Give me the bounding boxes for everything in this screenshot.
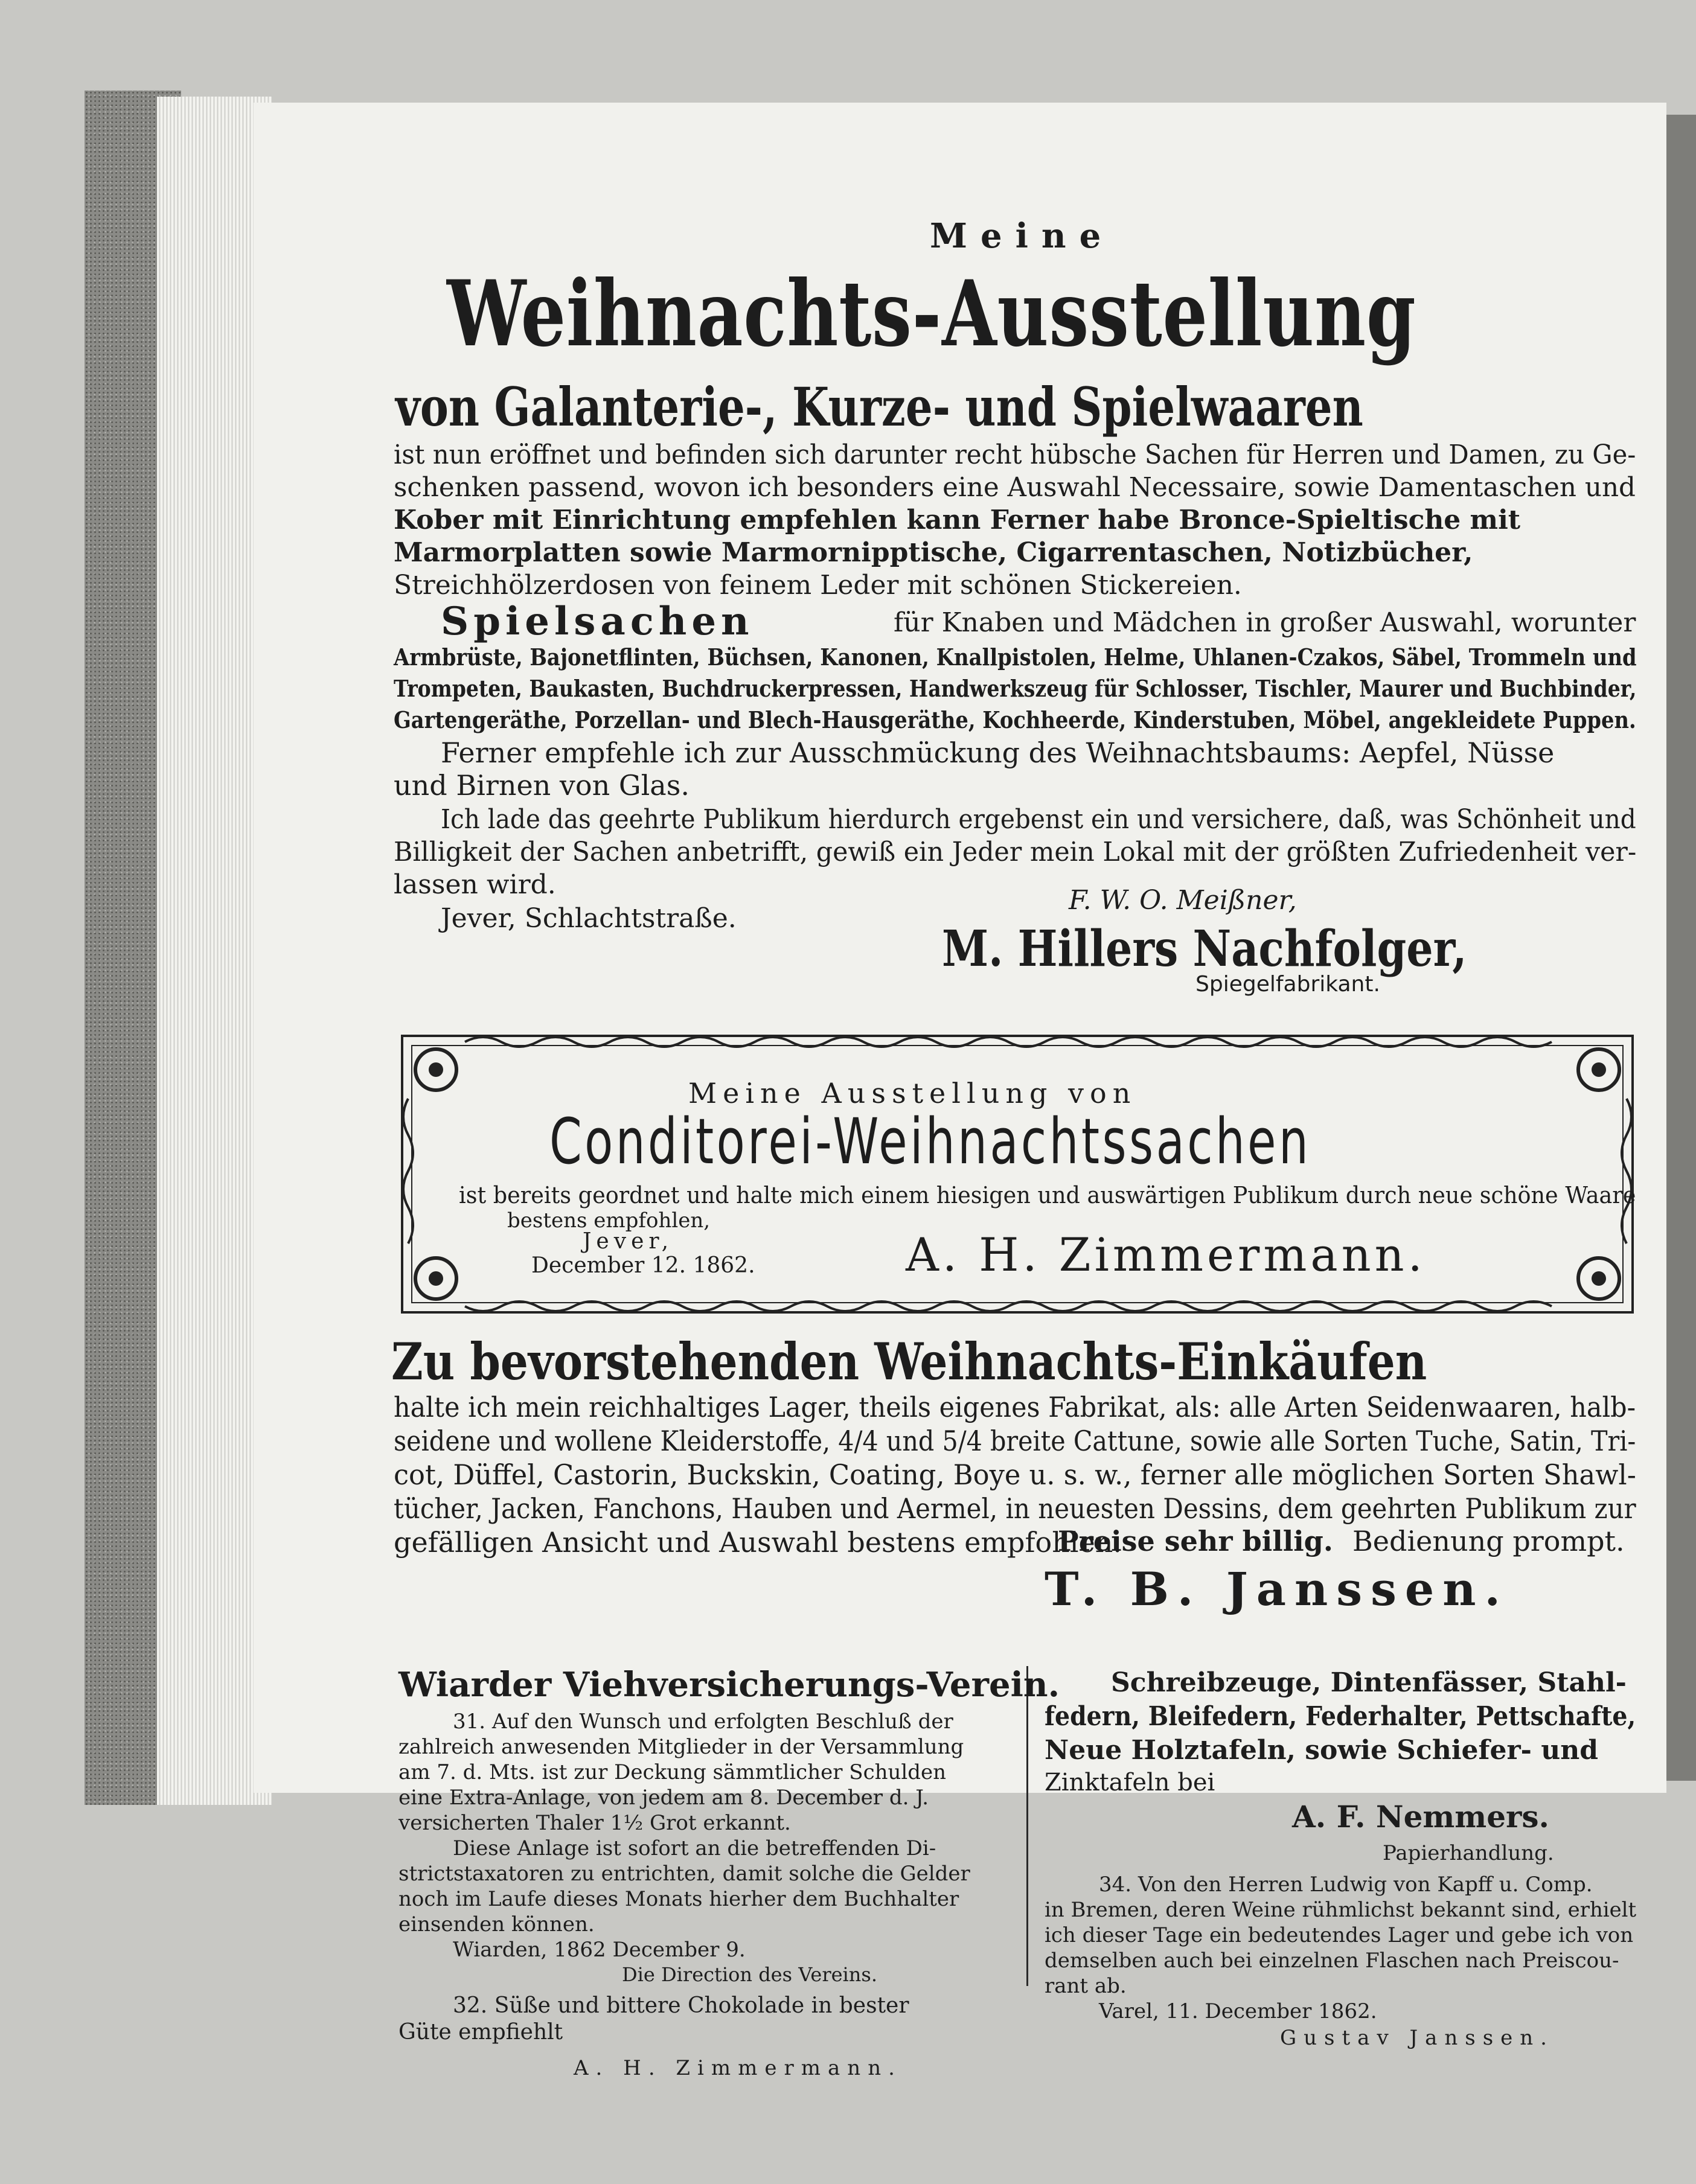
ad1-closing-line: lassen wird. <box>394 869 556 900</box>
ad1-place: Jever, Schlachtstraße. <box>441 903 737 934</box>
book-right-edge <box>1666 115 1696 1781</box>
ad6-line: Neue Holztafeln, sowie Schiefer- und <box>1045 1735 1598 1766</box>
ad5-line: Güte empfiehlt <box>398 2020 563 2045</box>
ad1-line-text: Kober mit Einrichtung empfehlen kann Ferner habe Bronce-Spieltische mit <box>394 505 1521 535</box>
ad4-line: Diese Anlage ist sofort an die betreffenden Di- <box>453 1836 936 1860</box>
ad4-line: noch im Laufe dieses Monats hierher dem Buchhalter <box>398 1887 959 1911</box>
ad1-spiel-rest: für Knaben und Mädchen in großer Auswahl, worunter <box>894 607 1636 638</box>
ad5-signer: A. H. Zimmermann. <box>574 2056 902 2080</box>
ad4-line: 31. Auf den Wunsch und erfolgten Beschluß der <box>453 1710 953 1734</box>
ad6-trade: Papierhandlung. <box>1383 1841 1554 1865</box>
ad1-line <box>394 537 1636 568</box>
ad3-signer: T. B. Janssen. <box>1045 1562 1509 1616</box>
ad3-line: tücher, Jacken, Fanchons, Hauben und Aermel, in neuesten Dessins, dem geehrten Publikum zur <box>394 1492 1636 1525</box>
ad6-line: federn, Bleifedern, Federhalter, Pettschafte, <box>1045 1701 1636 1732</box>
ad7-line: demselben auch bei einzelnen Flaschen nach Preiscou- <box>1045 1949 1619 1973</box>
ad3-title: Zu bevorstehenden Weihnachts-Einkäufen <box>391 1332 1427 1391</box>
ad6-line: Schreibzeuge, Dintenfässer, Stahl- <box>1111 1667 1627 1698</box>
ad1-firm: M. Hillers Nachfolger, <box>942 920 1467 978</box>
ad1-line-text: Streichhölzerdosen von feinem Leder mit schönen Stickereien. <box>394 570 1242 601</box>
ad1-line-text: schenken passend, wovon ich besonders eine Auswahl Necessaire, sowie Damentaschen und <box>394 472 1636 503</box>
ad1-trade: Spiegelfabrikant. <box>1195 972 1380 997</box>
ad4-place: Wiarden, 1862 December 9. <box>453 1938 746 1962</box>
ad4-title: Wiarder Viehversicherungs-Verein. <box>398 1665 1060 1705</box>
ad1-meine: Meine <box>930 216 1115 256</box>
column-divider <box>1026 1666 1028 1986</box>
ad3-price: Preise sehr billig. <box>1058 1525 1333 1557</box>
ad1-line <box>394 439 1636 470</box>
ad1-list-line: Gartengeräthe, Porzellan- und Blech-Hausgeräthe, Kochheerde, Kinderstuben, Möbel, angekleidete Puppen. <box>394 706 1636 733</box>
ad7-line: 34. Von den Herren Ludwig von Kapff u. Comp. <box>1099 1873 1593 1897</box>
ad4-line: zahlreich anwesenden Mitglieder in der Versammlung <box>398 1735 964 1759</box>
ad5-line: 32. Süße und bittere Chokolade in bester <box>453 1993 909 2018</box>
ad2-line1: ist bereits geordnet und halte mich einem hiesigen und auswärtigen Publikum durch neue schöne Waare <box>459 1182 1636 1209</box>
ad4-line: versicherten Thaler 1½ Grot erkannt. <box>398 1811 791 1835</box>
ad2-title: Conditorei-Weihnachtssachen <box>549 1105 1311 1178</box>
ad1-line <box>394 472 1636 503</box>
ad7-line: rant ab. <box>1045 1974 1127 1998</box>
ad7-signer: Gustav Janssen. <box>1280 2026 1554 2050</box>
ad7-line: ich dieser Tage ein bedeutendes Lager und gebe ich von <box>1045 1923 1634 1947</box>
ad6-signer: A. F. Nemmers. <box>1292 1799 1549 1834</box>
ad2-place: Jever, <box>583 1229 674 1254</box>
ad2-date: December 12. 1862. <box>531 1253 755 1278</box>
ad4-line: strictstaxatoren zu entrichten, damit solche die Gelder <box>398 1862 970 1886</box>
ad1-ferner-line: Ferner empfehle ich zur Ausschmückung des Weihnachtsbaums: Aepfel, Nüsse <box>441 736 1555 769</box>
ad2-heading: Meine Ausstellung von <box>688 1077 1137 1110</box>
ad3-line: gefälligen Ansicht und Auswahl bestens empfohlen. <box>394 1526 1122 1559</box>
ad7-place: Varel, 11. December 1862. <box>1099 1999 1377 2023</box>
ad6-line: Zinktafeln bei <box>1045 1769 1215 1796</box>
ad1-closing-line: Ich lade das geehrte Publikum hierdurch ergebenst ein und versichere, daß, was Schönheit und <box>441 804 1636 835</box>
ad1-subtitle: von Galanterie-, Kurze- und Spielwaaren <box>395 375 1363 438</box>
ad1-line-text: ist nun eröffnet und befinden sich darunter recht hübsche Sachen für Herren und Damen, zu Ge- <box>394 439 1636 470</box>
ad4-line: am 7. d. Mts. ist zur Deckung sämmtlicher Schulden <box>398 1760 947 1784</box>
ad4-direction: Die Direction des Vereins. <box>622 1963 877 1986</box>
ad1-list-line: Armbrüste, Bajonetflinten, Büchsen, Kanonen, Knallpistolen, Helme, Uhlanen-Czakos, Säbel, Trommeln und <box>394 643 1637 671</box>
newspaper-page <box>254 103 1666 2080</box>
ad4-line: eine Extra-Anlage, von jedem am 8. December d. J. <box>398 1786 929 1810</box>
ad1-closing-line: Billigkeit der Sachen anbetrifft, gewiß ein Jeder mein Lokal mit der größten Zufriedenheit ver- <box>394 837 1637 867</box>
ad1-signer: F. W. O. Meißner, <box>1069 885 1297 916</box>
ad3-line: cot, Düffel, Castorin, Buckskin, Coating, Boye u. s. w., ferner alle möglichen Sorten Shawl- <box>394 1458 1636 1491</box>
ad2-line2: bestens empfohlen, <box>507 1209 711 1233</box>
ad1-spielsachen: Spielsachen <box>441 599 754 644</box>
ad3-line: halte ich mein reichhaltiges Lager, theils eigenes Fabrikat, als: alle Arten Seidenwaaren, halb- <box>394 1391 1636 1423</box>
ad1-line <box>394 570 1636 601</box>
ad7-line: in Bremen, deren Weine rühmlichst bekannt sind, erhielt <box>1045 1898 1637 1922</box>
ad1-list-line: Trompeten, Baukasten, Buchdruckerpressen, Handwerkszeug für Schlosser, Tischler, Maurer und Buchbinder, <box>394 675 1637 702</box>
ad1-title: Weihnachts-Ausstellung <box>447 261 1416 367</box>
ad1-line <box>394 505 1636 535</box>
ad4-line: einsenden können. <box>398 1912 595 1937</box>
ad3-line: seidene und wollene Kleiderstoffe, 4/4 und 5/4 breite Cattune, sowie alle Sorten Tuche, Satin, Tri- <box>394 1425 1636 1457</box>
ad1-line-text: Marmorplatten sowie Marmornipptische, Cigarrentaschen, Notizbücher, <box>394 537 1473 568</box>
ad1-ferner-line: und Birnen von Glas. <box>394 769 690 802</box>
ad2-signer: A. H. Zimmermann. <box>906 1228 1426 1282</box>
ad3-service: Bedienung prompt. <box>1352 1525 1625 1557</box>
